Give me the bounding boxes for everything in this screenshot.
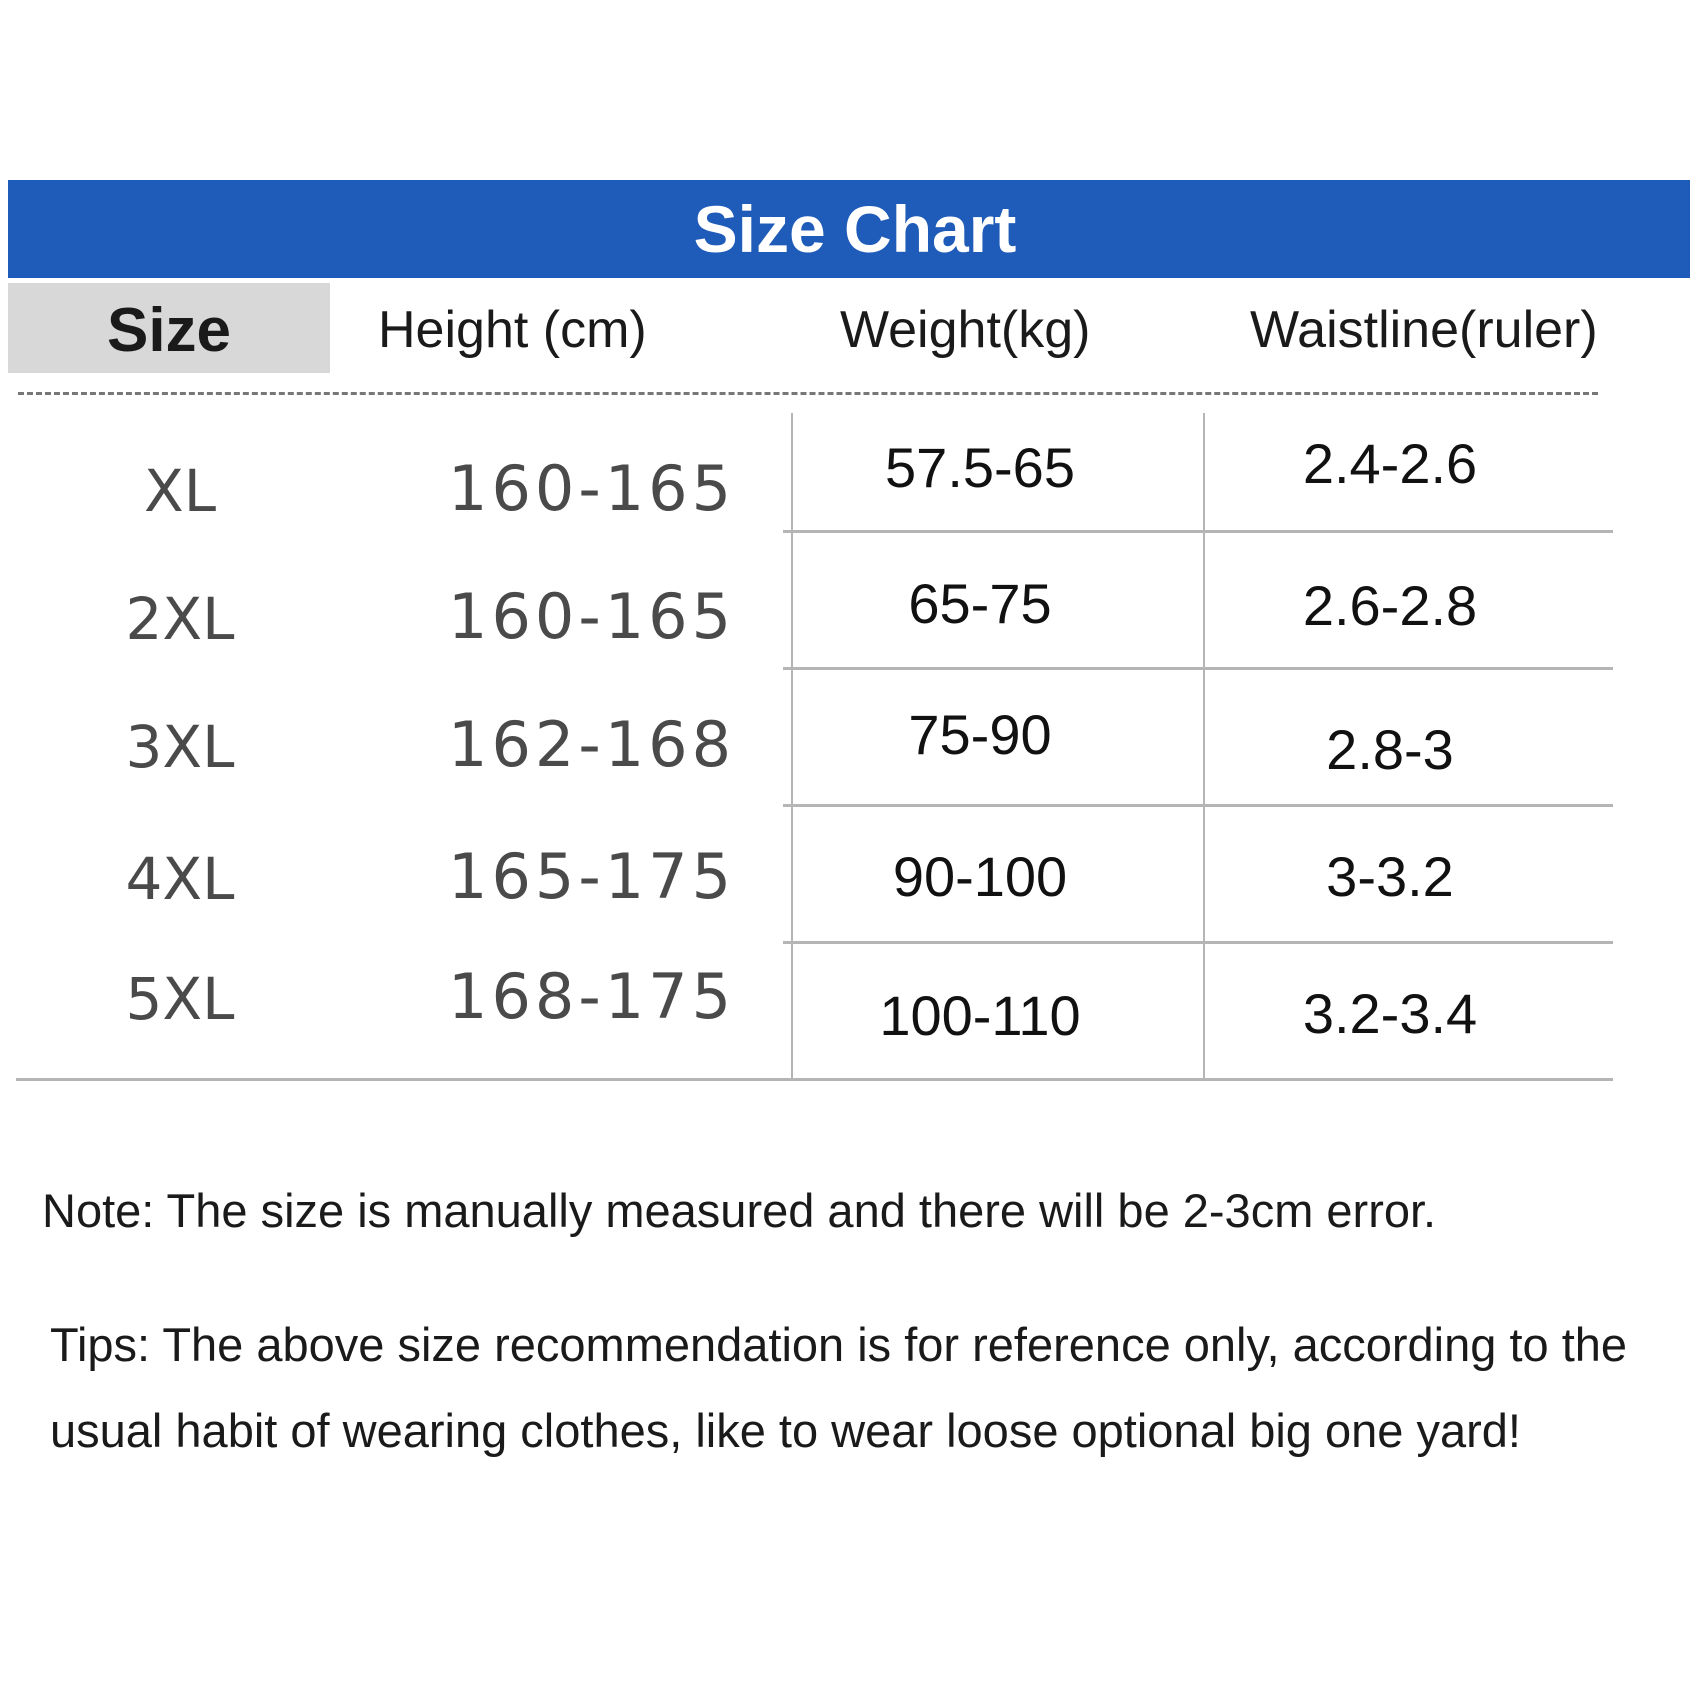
- chart-title: Size Chart: [693, 192, 1017, 266]
- table-cell-weight: 100-110: [879, 984, 1081, 1047]
- title-bar: [8, 180, 1690, 278]
- table-cell-weight: 75-90: [908, 703, 1052, 766]
- table-cell-size: XL: [143, 457, 217, 525]
- table-cell-waistline: 2.6-2.8: [1302, 574, 1478, 637]
- table-cell-height: 168-175: [448, 960, 736, 1033]
- table-cell-height: 160-165: [448, 580, 736, 653]
- table-cell-waistline: 2.4-2.6: [1302, 432, 1478, 495]
- table-bottom-line: [16, 1078, 1613, 1081]
- table-cell-weight: 90-100: [892, 845, 1068, 908]
- header-divider: [18, 392, 1598, 395]
- table-cell-height: 165-175: [448, 840, 736, 913]
- size-tips: Tips: The above size recommendation is for reference only, according to the usual habit of wearing clothes, like to wear loose optional big one yard!: [50, 1318, 1628, 1457]
- table-cell-size: 2XL: [125, 585, 235, 653]
- row-divider: [783, 667, 1613, 670]
- table-cell-size: 5XL: [125, 965, 235, 1033]
- header-size: Size: [106, 295, 232, 365]
- row-divider: [783, 530, 1613, 533]
- row-divider: [783, 941, 1613, 944]
- header-waistline: Waistline(ruler): [1250, 301, 1598, 359]
- table-cell-waistline: 2.8-3: [1326, 718, 1454, 781]
- table-cell-height: 160-165: [448, 452, 736, 525]
- table-cell-waistline: 3-3.2: [1326, 845, 1454, 908]
- table-cell-weight: 57.5-65: [885, 436, 1075, 499]
- table-cell-waistline: 3.2-3.4: [1302, 982, 1478, 1045]
- row-divider: [783, 804, 1613, 807]
- table-cell-size: 4XL: [125, 845, 235, 913]
- table-cell-weight: 65-75: [908, 572, 1052, 635]
- column-divider: [1203, 413, 1205, 1080]
- column-divider: [791, 413, 793, 1080]
- table-cell-height: 162-168: [448, 708, 736, 781]
- header-weight: Weight(kg): [840, 301, 1091, 359]
- table-cell-size: 3XL: [125, 713, 235, 781]
- measurement-note: Note: The size is manually measured and there will be 2-3cm error.: [42, 1184, 1437, 1237]
- header-height: Height (cm): [378, 301, 647, 359]
